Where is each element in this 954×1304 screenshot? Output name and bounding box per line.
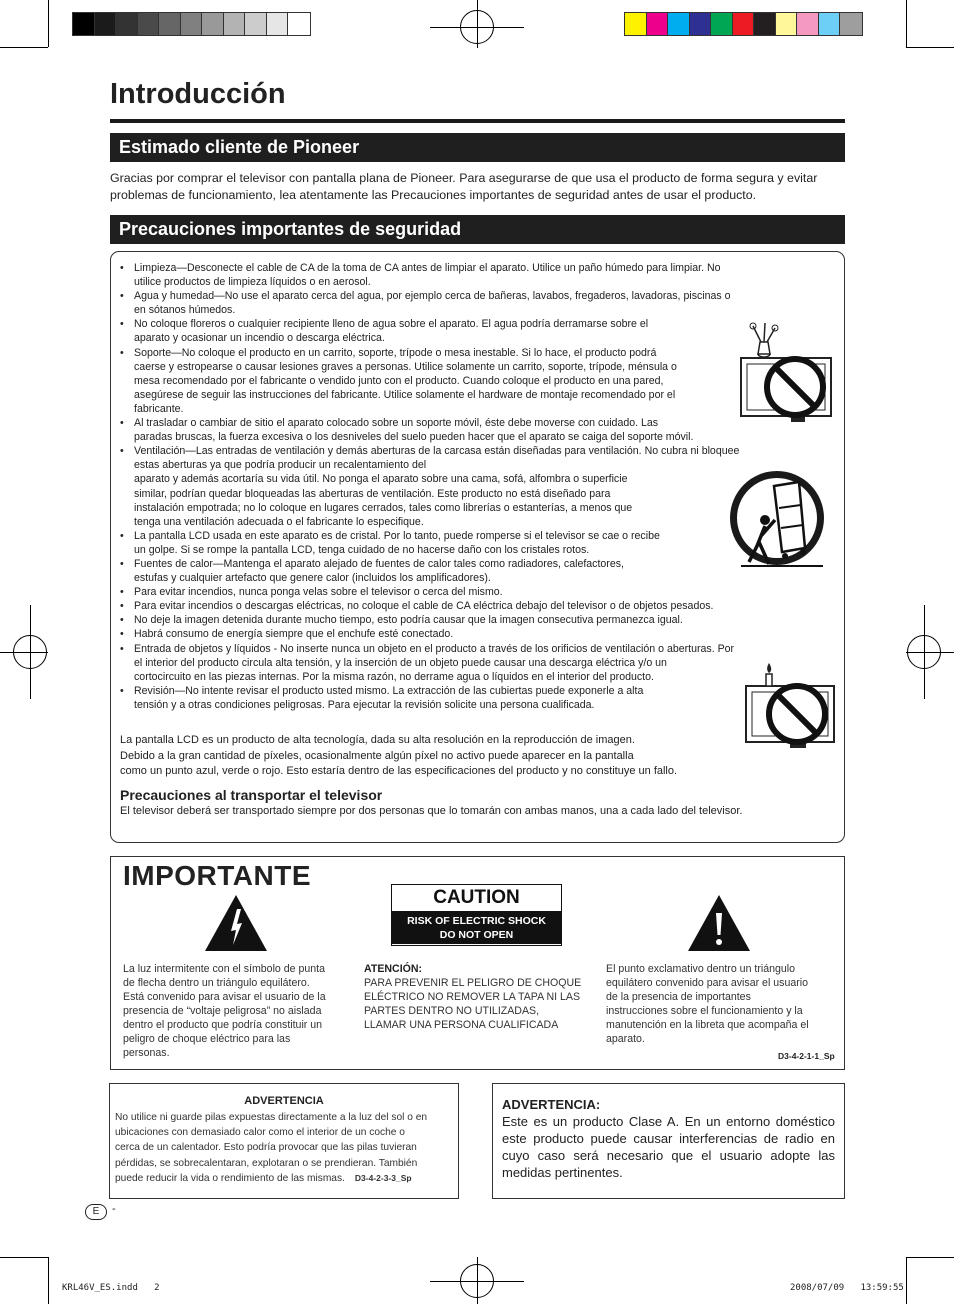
color-swatch: [73, 13, 95, 35]
grayscale-color-bar: [72, 12, 311, 36]
crop-mark: [906, 0, 907, 47]
crop-mark: [48, 0, 49, 47]
importante-text-line: presencia de “voltaje peligrosa” no aislada: [123, 1005, 322, 1017]
precaution-item: [120, 444, 830, 529]
caution-subtext: RISK OF ELECTRIC SHOCK DO NOT OPEN: [392, 911, 561, 944]
caution-title: CAUTION: [433, 887, 520, 908]
advertencia-batteries-heading: ADVERTENCIA: [244, 1095, 324, 1107]
precaution-line: • Entrada de objetos y líquidos - No inserte nunca un objeto en el producto a través de los orificios de ventilación o aberturas. Por: [134, 642, 735, 655]
advertencia-batteries-line: ubicaciones con demasiado calor como el interior de un coche o: [115, 1127, 405, 1139]
precaution-item: [120, 642, 830, 684]
lcd-note-line: La pantalla LCD es un producto de alta tecnología, dada su alta resolución en la reproducción de imagen.: [120, 734, 635, 746]
importante-text-line: de flecha dentro un triángulo equilátero.: [123, 977, 310, 989]
atencion-text-line: PARTES DENTRO NO UTILIZADAS,: [364, 1005, 540, 1017]
transport-heading: Precauciones al transportar el televisor: [120, 787, 383, 803]
cart-tipover-warning-illustration: [727, 468, 827, 570]
advertencia-class-a-text: Este es un producto Clase A. En un entorno doméstico este producto puede causar interferencias de radio en cuyo caso será necesario que el usuario adopte las medidas pertinentes.: [502, 1114, 835, 1180]
crop-mark: [906, 1257, 907, 1304]
advertencia-batteries-text: [115, 1110, 455, 1186]
precaution-line: • Soporte—No coloque el producto en un carrito, soporte, trípode o mesa inestable. Si lo hace, el producto podrá: [134, 346, 657, 359]
color-swatch: [776, 13, 798, 35]
color-swatch: [647, 13, 669, 35]
precaution-line: un golpe. Si se rompe la pantalla LCD, tenga cuidado de no hacerse daño con los cristales rotos.: [134, 543, 590, 556]
page-title: Introducción: [110, 78, 286, 110]
crop-mark: [906, 1257, 954, 1258]
precaution-line: caerse y estropearse o causar lesiones graves a personas. Utilice solamente un carrito, soporte, trípode, ménsula o: [134, 360, 677, 373]
precaution-line: • Fuentes de calor—Mantenga el aparato alejado de fuentes de calor tales como radiadores, calefactores,: [134, 557, 624, 570]
color-swatch: [95, 13, 117, 35]
precaution-item: [120, 346, 830, 416]
importante-text-line: personas.: [123, 1047, 170, 1059]
color-swatch: [138, 13, 160, 35]
color-swatch: [288, 13, 310, 35]
color-swatch: [690, 13, 712, 35]
precaution-line: aparato y además acortaría su vida útil. No ponga el aparato sobre una cama, sofá, alfombra o superficie: [134, 473, 628, 486]
no-candle-on-tv-illustration: [742, 660, 838, 754]
advertencia-batteries-code: D3-4-2-3-3_Sp: [354, 1172, 412, 1183]
advertencia-batteries-line: puede reducir la vida o rendimiento de las mismas. D3-4-2-3-3_Sp: [115, 1172, 412, 1184]
color-swatch: [224, 13, 246, 35]
precaution-item: [120, 529, 830, 557]
importante-text-line: aparato.: [606, 1033, 645, 1045]
color-swatch: [625, 13, 647, 35]
atencion-block: [364, 962, 581, 1032]
precaution-line: estufas y cualquier artefacto que genere calor (incluidos los amplificadores).: [134, 572, 491, 585]
color-swatch: [711, 13, 733, 35]
color-swatch: [754, 13, 776, 35]
page-language-marker: E: [85, 1204, 107, 1220]
precaution-line: similar, podrían quedar bloqueadas las aberturas de ventilación. Este producto no está diseñado para: [134, 487, 611, 500]
precaution-item: [120, 317, 830, 345]
precaution-item: [120, 289, 830, 317]
precautions-list: [120, 261, 830, 712]
caution-label: [391, 884, 562, 946]
importante-text-line: instrucciones sobre el funcionamiento y la: [606, 1005, 803, 1017]
precaution-line: • Revisión—No intente revisar el producto usted mismo. La extracción de las cubiertas puede exponerle a alta: [134, 684, 644, 697]
color-swatch: [181, 13, 203, 35]
transport-paragraph: El televisor deberá ser transportado siempre por dos personas que lo tomarán con ambas manos, una a cada lado del televisor.: [120, 805, 743, 817]
precaution-line: • Limpieza—Desconecte el cable de CA de la toma de CA antes de limpiar el aparato. Utilice un paño húmedo para limpiar. No: [134, 262, 721, 274]
advertencia-batteries-line: pérdidas, se sobrecalentaran, explotaran o se prendieran. También: [115, 1157, 418, 1169]
precaution-line: utilice productos de limpieza líquidos o en aerosol.: [134, 276, 371, 289]
precaution-line: • No deje la imagen detenida durante mucho tiempo, esto podría causar que la imagen consecutiva permanezca igual.: [134, 614, 683, 627]
color-swatch: [116, 13, 138, 35]
precaution-line: • Habrá consumo de energía siempre que el enchufe esté conectado.: [134, 628, 454, 641]
precaution-line: mesa recomendado por el fabricante o vendido junto con el producto. Cuando coloque el producto en una pared,: [134, 374, 664, 387]
importante-text-line: manutención en la libreta que acompaña el: [606, 1019, 809, 1031]
atencion-text-line: PARA PREVENIR EL PELIGRO DE CHOQUE: [364, 977, 582, 989]
precaution-line: cortocircuito en las piezas internas. Por la misma razón, no derrame agua o líquidos en el interior del producto.: [134, 670, 654, 683]
color-swatch: [267, 13, 289, 35]
precaution-line: tensión y a otras condiciones peligrosas. Para ejecutar la revisión solicite una persona cualificada.: [134, 698, 595, 711]
precaution-line: fabricante.: [134, 402, 184, 415]
precaution-item: [120, 627, 830, 641]
exclamation-warning-triangle-icon: [686, 893, 752, 953]
no-vase-on-tv-illustration: [735, 320, 835, 428]
page-number-dash: -: [112, 1203, 116, 1215]
precaution-line: el interior del producto circula alta tensión, y la inserción de un objeto puede causar una descarga eléctrica y/o un: [134, 656, 667, 669]
footer-timestamp: 2008/07/09 13:59:55: [790, 1283, 904, 1293]
exclamation-symbol-explanation: [606, 962, 809, 1046]
precaution-line: • La pantalla LCD usada en este aparato es de cristal. Por lo tanto, puede romperse si el televisor se cae o recibe: [134, 529, 660, 542]
color-swatch: [733, 13, 755, 35]
precaution-item: [120, 613, 830, 627]
precaution-item: [120, 261, 830, 289]
precaution-line: • Para evitar incendios o descargas eléctricas, no coloque el cable de CA eléctrica debajo del televisor o de objetos pesados.: [134, 600, 714, 613]
lcd-note-line: como un punto azul, verde o rojo. Esto estaría dentro de las especificaciones del producto y no constituye un fallo.: [120, 765, 678, 777]
title-rule: [110, 119, 845, 123]
atencion-text-line: ELÉCTRICO NO REMOVER LA TAPA NI LAS: [364, 991, 581, 1003]
color-swatch: [819, 13, 841, 35]
precaution-item: [120, 557, 830, 585]
footer-filename: KRL46V_ES.indd 2: [62, 1283, 160, 1293]
importante-text-line: Está convenido para avisar el usuario de la: [123, 991, 326, 1003]
lcd-note: [120, 733, 750, 780]
importante-text-line: El punto exclamativo dentro un triángulo: [606, 963, 796, 975]
crop-mark: [906, 47, 954, 48]
precaution-item: [120, 416, 830, 444]
crop-mark: [48, 1257, 49, 1304]
precaution-line: instalación empotrada; no lo coloque en lugares cerrados, tales como librerías o estanterías, a menos que: [134, 501, 633, 514]
atencion-text: [364, 976, 581, 1032]
color-swatch: [202, 13, 224, 35]
atencion-heading: ATENCIÓN:: [364, 963, 423, 975]
intro-paragraph: Gracias por comprar el televisor con pantalla plana de Pioneer. Para asegurarse de que usa el producto de forma segura y evitar problemas de funcionamiento, lea atentamente las Precauciones importantes de seguridad antes de usar el producto.: [110, 171, 818, 202]
importante-text-line: La luz intermitente con el símbolo de punta: [123, 963, 325, 975]
importante-title: IMPORTANTE: [123, 860, 312, 891]
atencion-text-line: LLAMAR UNA PERSONA CUALIFICADA: [364, 1019, 559, 1031]
precaution-item: [120, 599, 830, 613]
precaution-line: • Ventilación—Las entradas de ventilación y demás aberturas de la carcasa están diseñadas para ventilación. No cubra ni bloquee: [134, 445, 740, 458]
precaution-line: asegúrese de seguir las instrucciones del fabricante. Utilice solamente el hardware de montaje recomendado por el: [134, 388, 676, 401]
crop-mark: [0, 47, 48, 48]
lcd-note-line: Debido a la gran cantidad de píxeles, ocasionalmente algún píxel no activo puede aparecer en la pantalla: [120, 749, 634, 762]
color-swatch: [159, 13, 181, 35]
precaution-line: • No coloque floreros o cualquier recipiente lleno de agua sobre el aparato. El agua podría derramarse sobre el: [134, 318, 649, 331]
advertencia-batteries-line: No utilice ni guarde pilas expuestas directamente a la luz del sol o en: [115, 1112, 428, 1123]
advertencia-batteries-line: cerca de un calentador. Esto podría provocar que las pilas tuvieran: [115, 1142, 417, 1154]
color-swatch: [668, 13, 690, 35]
precaution-line: aparato y ocasionar un incendio o descarga eléctrica.: [134, 332, 385, 345]
advertencia-class-a-heading: ADVERTENCIA:: [502, 1097, 601, 1112]
section-heading-precauciones: Precauciones importantes de seguridad: [110, 215, 845, 244]
precaution-line: tenga una ventilación adecuada o el fabricante lo especifique.: [134, 515, 424, 528]
importante-text-line: de la presencia de importantes: [606, 991, 751, 1003]
precaution-line: en sótanos húmedos.: [134, 304, 236, 317]
section-heading-estimado: Estimado cliente de Pioneer: [110, 133, 845, 162]
process-color-bar: [624, 12, 863, 36]
importante-text-line: dentro el producto que podría constituir un: [123, 1019, 323, 1031]
color-swatch: [245, 13, 267, 35]
precaution-line: estas aberturas ya que podría producir un recalentamiento del: [134, 459, 427, 472]
precaution-line: • Al trasladar o cambiar de sitio el aparato colocado sobre un soporte móvil, éste debe moverse con cuidado. Las: [134, 417, 659, 430]
lightning-warning-triangle-icon: [203, 893, 269, 953]
precaution-line: paradas bruscas, la fuerza excesiva o los desniveles del suelo pueden hacer que el aparato se caiga del soporte móvil.: [134, 431, 694, 444]
lightning-symbol-explanation: [123, 962, 326, 1060]
precaution-item: [120, 585, 830, 599]
importante-text-line: equilátero convenido para avisar el usuario: [606, 977, 808, 989]
importante-code: D3-4-2-1-1_Sp: [778, 1051, 835, 1061]
precaution-item: [120, 684, 830, 712]
precaution-line: • Para evitar incendios, nunca ponga velas sobre el televisor o cerca del mismo.: [134, 586, 503, 599]
importante-text-line: peligro de choque eléctrico para las: [123, 1033, 291, 1045]
precaution-line: • Agua y humedad—No use el aparato cerca del agua, por ejemplo cerca de bañeras, lavabos, fregaderos, lavadoras, piscinas o: [134, 290, 731, 303]
color-swatch: [797, 13, 819, 35]
crop-mark: [0, 1257, 48, 1258]
color-swatch: [840, 13, 862, 35]
